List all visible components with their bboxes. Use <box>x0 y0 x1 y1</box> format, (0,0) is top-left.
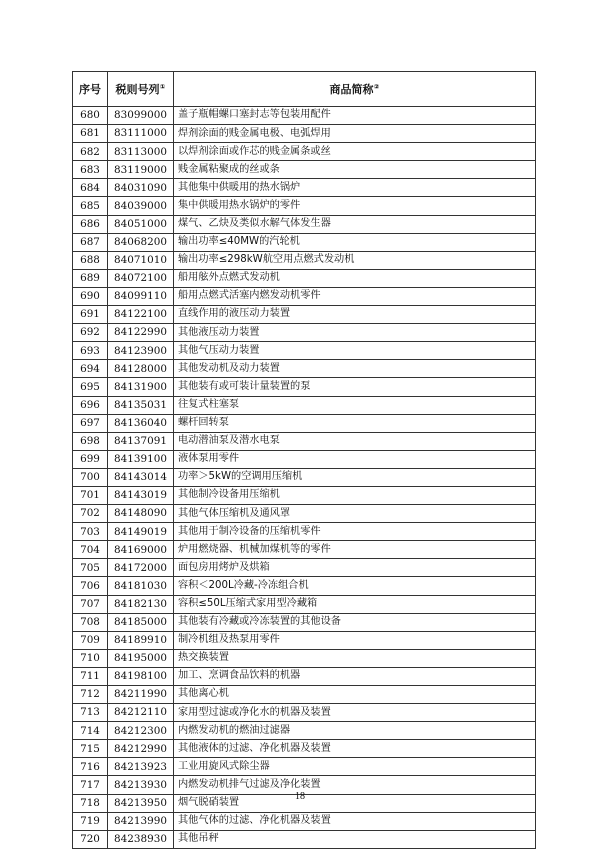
tariff-code-cell: 84182130 <box>108 595 174 613</box>
tariff-code-cell: 84195000 <box>108 649 174 667</box>
table-row <box>73 486 536 504</box>
product-name-cell: 其他离心机 <box>174 686 536 704</box>
serial-number-cell: 708 <box>73 613 108 631</box>
serial-number-cell: 712 <box>73 686 108 704</box>
tariff-code-cell: 84072100 <box>108 269 174 287</box>
serial-number-cell: 719 <box>73 812 108 830</box>
product-name-cell: 其他集中供暖用的热水锅炉 <box>174 179 536 197</box>
tariff-table <box>72 71 536 849</box>
product-name-cell: 家用型过滤或净化水的机器及装置 <box>174 704 536 722</box>
table-row <box>73 197 536 215</box>
serial-number-cell: 692 <box>73 324 108 342</box>
table-row <box>73 830 536 848</box>
tariff-code-cell: 84149019 <box>108 523 174 541</box>
header-product-name: 商品简称② <box>174 72 536 107</box>
table-row <box>73 758 536 776</box>
product-name-cell: 以焊剂涂面或作芯的贱金属条或丝 <box>174 143 536 161</box>
table-row <box>73 107 536 125</box>
tariff-code-cell: 83113000 <box>108 143 174 161</box>
tariff-code-cell: 84099110 <box>108 287 174 305</box>
table-row <box>73 143 536 161</box>
tariff-code-cell: 84211990 <box>108 686 174 704</box>
tariff-code-cell: 84051000 <box>108 215 174 233</box>
serial-number-cell: 681 <box>73 125 108 143</box>
product-name-cell: 其他吊秤 <box>174 830 536 848</box>
tariff-code-cell: 84143019 <box>108 486 174 504</box>
table-row <box>73 306 536 324</box>
product-name-cell: 加工、烹调食品饮料的机器 <box>174 667 536 685</box>
tariff-code-cell: 84039000 <box>108 197 174 215</box>
table-row <box>73 215 536 233</box>
serial-number-cell: 685 <box>73 197 108 215</box>
tariff-code-cell: 84139100 <box>108 450 174 468</box>
tariff-code-cell: 83119000 <box>108 161 174 179</box>
serial-number-cell: 699 <box>73 450 108 468</box>
serial-number-cell: 696 <box>73 396 108 414</box>
header-serial-number: 序号 <box>73 72 108 107</box>
table-row <box>73 161 536 179</box>
product-name-cell: 热交换装置 <box>174 649 536 667</box>
table-body <box>73 107 536 849</box>
serial-number-cell: 689 <box>73 269 108 287</box>
tariff-code-cell: 84071010 <box>108 251 174 269</box>
serial-number-cell: 705 <box>73 559 108 577</box>
tariff-code-cell: 84181030 <box>108 577 174 595</box>
serial-number-cell: 695 <box>73 378 108 396</box>
table-row <box>73 324 536 342</box>
table-row <box>73 577 536 595</box>
product-name-cell: 直线作用的液压动力装置 <box>174 306 536 324</box>
table-row <box>73 722 536 740</box>
product-name-cell: 贱金属粘聚成的丝或条 <box>174 161 536 179</box>
tariff-code-cell: 84212990 <box>108 740 174 758</box>
product-name-cell: 其他气体压缩机及通风罩 <box>174 505 536 523</box>
product-name-cell: 其他用于制冷设备的压缩机零件 <box>174 523 536 541</box>
tariff-code-cell: 84128000 <box>108 360 174 378</box>
product-name-cell: 船用点燃式活塞内燃发动机零件 <box>174 287 536 305</box>
tariff-code-cell: 84213930 <box>108 776 174 794</box>
table-row <box>73 704 536 722</box>
tariff-code-cell: 84143014 <box>108 468 174 486</box>
product-name-cell: 其他发动机及动力装置 <box>174 360 536 378</box>
tariff-code-cell: 84122990 <box>108 324 174 342</box>
table-row <box>73 342 536 360</box>
table-row <box>73 505 536 523</box>
product-name-cell: 电动潜油泵及潜水电泵 <box>174 432 536 450</box>
serial-number-cell: 704 <box>73 541 108 559</box>
serial-number-cell: 709 <box>73 631 108 649</box>
page-number: 18 <box>295 791 305 802</box>
tariff-code-cell: 84172000 <box>108 559 174 577</box>
tariff-code-cell: 84131900 <box>108 378 174 396</box>
table-row <box>73 631 536 649</box>
serial-number-cell: 687 <box>73 233 108 251</box>
product-name-cell: 内燃发动机的燃油过滤器 <box>174 722 536 740</box>
table-row <box>73 812 536 830</box>
serial-number-cell: 682 <box>73 143 108 161</box>
product-name-cell: 往复式柱塞泵 <box>174 396 536 414</box>
serial-number-cell: 688 <box>73 251 108 269</box>
serial-number-cell: 703 <box>73 523 108 541</box>
tariff-code-cell: 84031090 <box>108 179 174 197</box>
tariff-code-cell: 83111000 <box>108 125 174 143</box>
product-name-cell: 其他装有或可装计量装置的泵 <box>174 378 536 396</box>
table-row <box>73 432 536 450</box>
table-row <box>73 360 536 378</box>
table-row <box>73 667 536 685</box>
table-row <box>73 541 536 559</box>
serial-number-cell: 720 <box>73 830 108 848</box>
table-row <box>73 649 536 667</box>
product-name-cell: 集中供暖用热水锅炉的零件 <box>174 197 536 215</box>
serial-number-cell: 706 <box>73 577 108 595</box>
serial-number-cell: 698 <box>73 432 108 450</box>
table-row <box>73 468 536 486</box>
tariff-code-cell: 84169000 <box>108 541 174 559</box>
serial-number-cell: 701 <box>73 486 108 504</box>
tariff-code-cell: 84148090 <box>108 505 174 523</box>
product-name-cell: 容积≤50L压缩式家用型冷藏箱 <box>174 595 536 613</box>
table-row <box>73 269 536 287</box>
product-name-cell: 制冷机组及热泵用零件 <box>174 631 536 649</box>
table-row <box>73 287 536 305</box>
tariff-code-cell: 84189910 <box>108 631 174 649</box>
table-row <box>73 740 536 758</box>
table-row <box>73 595 536 613</box>
tariff-code-cell: 84122100 <box>108 306 174 324</box>
table-row <box>73 414 536 432</box>
product-name-cell: 液体泵用零件 <box>174 450 536 468</box>
serial-number-cell: 707 <box>73 595 108 613</box>
serial-number-cell: 684 <box>73 179 108 197</box>
serial-number-cell: 715 <box>73 740 108 758</box>
tariff-code-cell: 84213990 <box>108 812 174 830</box>
header-tariff-code: 税则号列① <box>108 72 174 107</box>
table-header-row <box>73 72 536 107</box>
serial-number-cell: 702 <box>73 505 108 523</box>
table-row <box>73 179 536 197</box>
table-row <box>73 686 536 704</box>
product-name-cell: 功率＞5kW的空调用压缩机 <box>174 468 536 486</box>
product-name-cell: 输出功率≤40MW的汽轮机 <box>174 233 536 251</box>
serial-number-cell: 711 <box>73 667 108 685</box>
product-name-cell: 输出功率≤298kW航空用点燃式发动机 <box>174 251 536 269</box>
product-name-cell: 其他气体的过滤、净化机器及装置 <box>174 812 536 830</box>
product-name-cell: 盖子瓶帽螺口塞封志等包装用配件 <box>174 107 536 125</box>
product-name-cell: 炉用燃烧器、机械加煤机等的零件 <box>174 541 536 559</box>
product-name-cell: 工业用旋风式除尘器 <box>174 758 536 776</box>
table-row <box>73 378 536 396</box>
serial-number-cell: 713 <box>73 704 108 722</box>
product-name-cell: 其他液体的过滤、净化机器及装置 <box>174 740 536 758</box>
product-name-cell: 面包房用烤炉及烘箱 <box>174 559 536 577</box>
tariff-code-cell: 84213950 <box>108 794 174 812</box>
table-row <box>73 523 536 541</box>
tariff-code-cell: 83099000 <box>108 107 174 125</box>
serial-number-cell: 683 <box>73 161 108 179</box>
serial-number-cell: 718 <box>73 794 108 812</box>
table-row <box>73 251 536 269</box>
tariff-code-cell: 84068200 <box>108 233 174 251</box>
serial-number-cell: 710 <box>73 649 108 667</box>
table-row <box>73 396 536 414</box>
tariff-code-cell: 84212110 <box>108 704 174 722</box>
table-row <box>73 450 536 468</box>
tariff-code-cell: 84198100 <box>108 667 174 685</box>
product-name-cell: 容积＜200L冷藏-冷冻组合机 <box>174 577 536 595</box>
tariff-code-cell: 84123900 <box>108 342 174 360</box>
tariff-code-cell: 84185000 <box>108 613 174 631</box>
product-name-cell: 烟气脱硝装置 <box>174 794 536 812</box>
serial-number-cell: 680 <box>73 107 108 125</box>
product-name-cell: 煤气、乙炔及类似水解气体发生器 <box>174 215 536 233</box>
serial-number-cell: 697 <box>73 414 108 432</box>
footnote-marker: ② <box>373 82 380 91</box>
table-row <box>73 613 536 631</box>
product-name-cell: 其他制冷设备用压缩机 <box>174 486 536 504</box>
tariff-code-cell: 84212300 <box>108 722 174 740</box>
serial-number-cell: 690 <box>73 287 108 305</box>
product-name-cell: 其他液压动力装置 <box>174 324 536 342</box>
serial-number-cell: 694 <box>73 360 108 378</box>
serial-number-cell: 717 <box>73 776 108 794</box>
serial-number-cell: 691 <box>73 306 108 324</box>
product-name-cell: 其他气压动力装置 <box>174 342 536 360</box>
serial-number-cell: 686 <box>73 215 108 233</box>
tariff-code-cell: 84137091 <box>108 432 174 450</box>
table-row <box>73 559 536 577</box>
footnote-marker: ① <box>159 82 166 91</box>
product-name-cell: 内燃发动机排气过滤及净化装置 <box>174 776 536 794</box>
tariff-code-cell: 84136040 <box>108 414 174 432</box>
tariff-code-cell: 84213923 <box>108 758 174 776</box>
product-name-cell: 船用舷外点燃式发动机 <box>174 269 536 287</box>
serial-number-cell: 714 <box>73 722 108 740</box>
product-name-cell: 其他装有冷藏或冷冻装置的其他设备 <box>174 613 536 631</box>
serial-number-cell: 693 <box>73 342 108 360</box>
serial-number-cell: 700 <box>73 468 108 486</box>
table-row <box>73 233 536 251</box>
product-name-cell: 焊剂涂面的贱金属电极、电弧焊用 <box>174 125 536 143</box>
serial-number-cell: 716 <box>73 758 108 776</box>
product-name-cell: 螺杆回转泵 <box>174 414 536 432</box>
table-row <box>73 125 536 143</box>
tariff-code-cell: 84135031 <box>108 396 174 414</box>
tariff-code-cell: 84238930 <box>108 830 174 848</box>
